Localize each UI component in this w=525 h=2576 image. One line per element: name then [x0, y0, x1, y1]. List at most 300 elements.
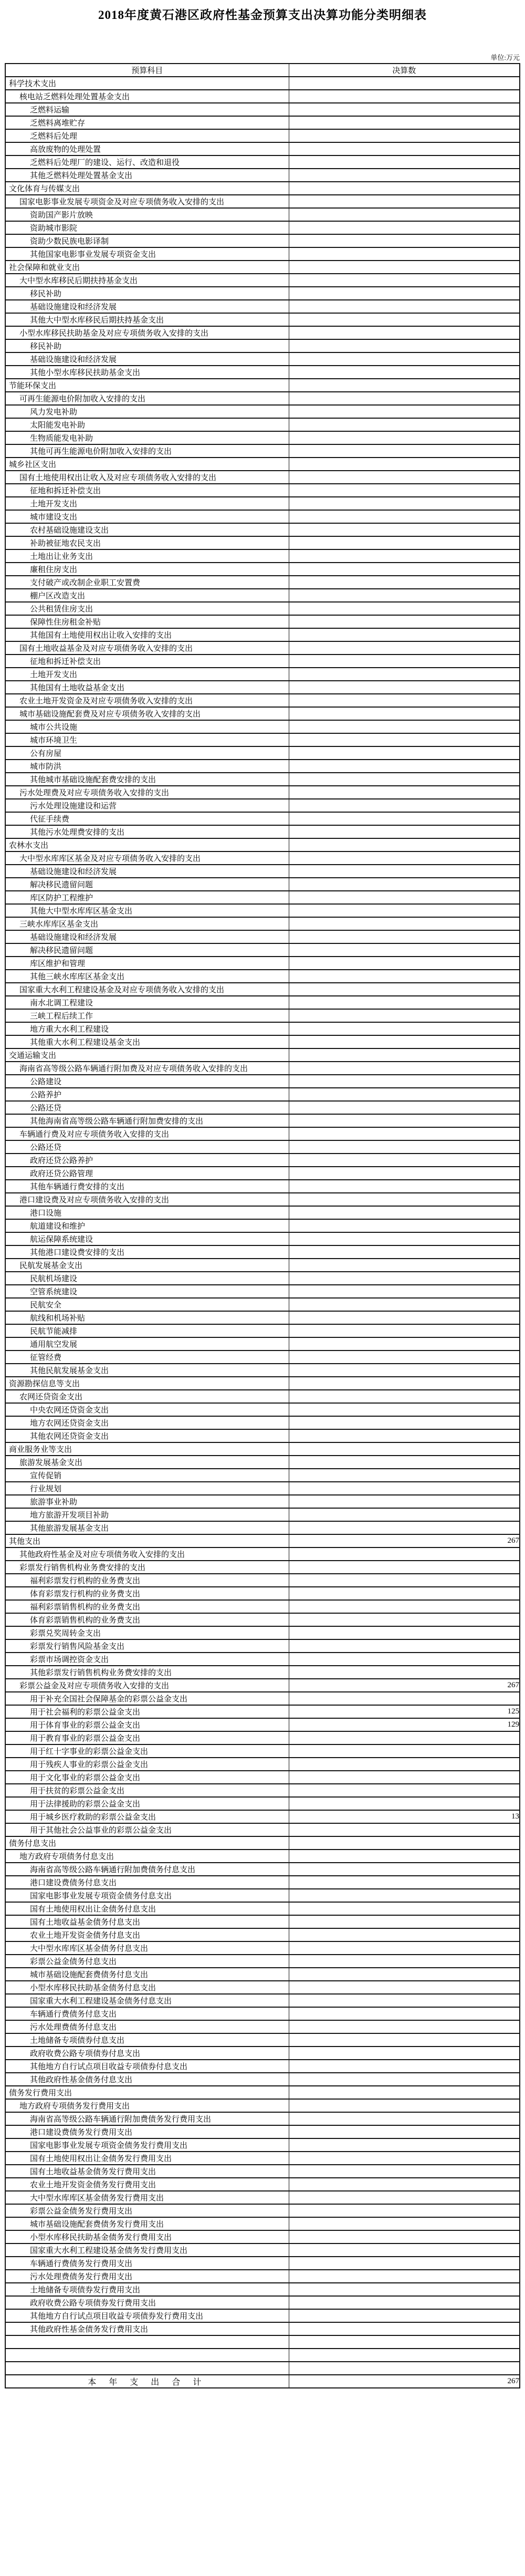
table-row	[5, 773, 520, 786]
subject-text: 污水处理费债务付息支出	[30, 2023, 117, 2032]
subject-text: 其他民航发展基金支出	[30, 1367, 109, 1375]
amount-cell	[289, 1744, 520, 1758]
subject-cell	[5, 1547, 289, 1561]
subject-cell	[5, 366, 289, 379]
amount-cell	[289, 208, 520, 221]
table-row	[5, 1482, 520, 1495]
table-row	[5, 1193, 520, 1206]
amount-cell	[289, 1508, 520, 1521]
table-row	[5, 1758, 520, 1771]
subject-cell	[5, 970, 289, 983]
subject-text: 其他乏燃料处理处置基金支出	[30, 172, 133, 180]
amount-cell	[289, 851, 520, 865]
amount-text: 125	[507, 1707, 519, 1716]
amount-cell	[289, 1101, 520, 1114]
subject-cell	[5, 1022, 289, 1035]
subject-cell	[5, 1744, 289, 1758]
subject-text: 解决移民遗留问题	[30, 881, 93, 889]
subject-cell	[5, 221, 289, 234]
subject-cell	[5, 2322, 289, 2335]
amount-cell	[289, 352, 520, 366]
amount-text: 267	[507, 1536, 519, 1545]
subject-cell	[5, 431, 289, 444]
table-row	[5, 326, 520, 339]
subject-text: 国家电影事业发展专项资金债务付息支出	[30, 1892, 172, 1900]
subject-text: 土地储备专项债券发行费用支出	[30, 2286, 141, 2294]
table-row	[5, 589, 520, 602]
subject-cell	[5, 1206, 289, 1219]
table-row	[5, 563, 520, 576]
subject-cell	[5, 195, 289, 208]
amount-cell	[289, 182, 520, 195]
table-row	[5, 1653, 520, 1666]
table-row	[5, 878, 520, 891]
subject-text: 民航机场建设	[30, 1275, 78, 1283]
table-row	[5, 1456, 520, 1469]
subject-cell	[5, 655, 289, 668]
table-row	[5, 1534, 520, 1547]
subject-text: 债务付息支出	[9, 1840, 57, 1848]
amount-cell	[289, 1416, 520, 1429]
table-row	[5, 1836, 520, 1850]
amount-cell	[289, 1311, 520, 1324]
amount-cell	[289, 1364, 520, 1377]
subject-text: 农业土地开发资金及对应专项债务收入安排的支出	[19, 697, 193, 705]
table-row	[5, 733, 520, 746]
table-row	[5, 418, 520, 431]
amount-cell	[289, 1035, 520, 1048]
subject-text: 廉租住房支出	[30, 566, 78, 574]
subject-cell	[5, 1981, 289, 1994]
table-row	[5, 1863, 520, 1876]
subject-cell	[5, 957, 289, 970]
amount-cell	[289, 1941, 520, 1955]
table-row	[5, 2165, 520, 2178]
amount-cell	[289, 1534, 520, 1547]
amount-cell	[289, 2309, 520, 2322]
table-row	[5, 1364, 520, 1377]
table-row	[5, 694, 520, 707]
subject-cell	[5, 838, 289, 851]
subject-cell	[5, 182, 289, 195]
subject-text: 政府收费公路专项债券发行费用支出	[30, 2299, 156, 2308]
subject-text: 彩票公益金及对应专项债务收入安排的支出	[19, 1682, 170, 1690]
amount-cell	[289, 1324, 520, 1337]
subject-text: 核电站乏燃料处理处置基金支出	[19, 93, 130, 101]
amount-cell	[289, 1731, 520, 1744]
subject-cell	[5, 287, 289, 300]
subject-text: 土地出让业务支出	[30, 553, 93, 561]
subject-cell	[5, 1928, 289, 1941]
amount-cell	[289, 720, 520, 733]
amount-cell	[289, 1140, 520, 1154]
subject-cell	[5, 786, 289, 799]
subject-cell	[5, 2217, 289, 2230]
subject-cell	[5, 930, 289, 943]
subject-cell	[5, 1390, 289, 1403]
amount-cell	[289, 773, 520, 786]
subject-cell	[5, 2191, 289, 2204]
subject-cell	[5, 1324, 289, 1337]
amount-cell	[289, 2322, 520, 2335]
subject-cell	[5, 1364, 289, 1377]
subject-cell	[5, 1902, 289, 1915]
subject-text: 农林水支出	[9, 842, 49, 850]
table-row	[5, 1744, 520, 1758]
subject-text: 大中型水库库区基金债务发行费用支出	[30, 2194, 164, 2203]
subject-cell	[5, 1193, 289, 1206]
amount-cell	[289, 1561, 520, 1574]
table-row	[5, 300, 520, 313]
subject-text: 节能环保支出	[9, 382, 57, 390]
subject-cell	[5, 851, 289, 865]
subject-text: 太阳能发电补助	[30, 421, 86, 430]
subject-cell	[5, 641, 289, 655]
subject-cell	[5, 983, 289, 996]
subject-text: 用于红十字事业的彩票公益金支出	[30, 1748, 149, 1756]
subject-text: 其他国家电影事业发展专项资金支出	[30, 251, 156, 259]
subject-cell	[5, 1915, 289, 1928]
subject-text: 公有房屋	[30, 750, 62, 758]
subject-cell	[5, 497, 289, 510]
subject-cell	[5, 1114, 289, 1127]
table-row	[5, 2086, 520, 2099]
amount-text: 129	[507, 1720, 519, 1729]
table-row	[5, 1403, 520, 1416]
amount-cell	[289, 2033, 520, 2047]
amount-cell	[289, 1442, 520, 1456]
table-row	[5, 379, 520, 392]
amount-cell	[289, 2060, 520, 2073]
subject-cell	[5, 103, 289, 116]
table-row	[5, 208, 520, 221]
subject-cell	[5, 339, 289, 352]
subject-cell	[5, 169, 289, 182]
subject-text: 彩票公益金债务付息支出	[30, 1958, 117, 1966]
subject-text: 车辆通行费及对应专项债务收入安排的支出	[19, 1130, 170, 1139]
table-row	[5, 2335, 520, 2349]
subject-text: 地方农网还贷资金支出	[30, 1419, 109, 1428]
table-row	[5, 1626, 520, 1639]
table-row	[5, 313, 520, 326]
amount-cell	[289, 2335, 520, 2349]
table-row	[5, 1495, 520, 1508]
subject-text: 移民补助	[30, 342, 62, 351]
amount-cell	[289, 2230, 520, 2243]
table-row	[5, 1771, 520, 1784]
amount-cell	[289, 536, 520, 549]
subject-cell	[5, 2283, 289, 2296]
subject-cell	[5, 1311, 289, 1324]
subject-cell	[5, 1009, 289, 1022]
table-row	[5, 1705, 520, 1718]
subject-cell	[5, 1797, 289, 1810]
amount-cell	[289, 2362, 520, 2375]
table-row	[5, 1285, 520, 1298]
table-row	[5, 1955, 520, 1968]
subject-cell	[5, 90, 289, 103]
subject-cell	[5, 458, 289, 471]
subject-text: 其他政府性基金债务付息支出	[30, 2076, 133, 2084]
subject-text: 债务发行费用支出	[9, 2089, 72, 2097]
subject-cell	[5, 602, 289, 615]
amount-cell	[289, 1048, 520, 1062]
subject-cell	[5, 1429, 289, 1442]
table-row	[5, 1009, 520, 1022]
table-row	[5, 1154, 520, 1167]
table-row	[5, 366, 520, 379]
table-row	[5, 865, 520, 878]
subject-cell	[5, 2073, 289, 2086]
amount-cell	[289, 957, 520, 970]
subject-cell	[5, 1337, 289, 1351]
subject-text: 污水处理设施建设和运营	[30, 802, 117, 811]
subject-text: 库区防护工程维护	[30, 894, 93, 902]
table-row	[5, 707, 520, 720]
amount-cell	[289, 878, 520, 891]
subject-cell	[5, 563, 289, 576]
table-row	[5, 957, 520, 970]
amount-cell	[289, 602, 520, 615]
subject-cell	[5, 418, 289, 431]
table-row	[5, 1035, 520, 1048]
amount-cell	[289, 116, 520, 129]
amount-cell	[289, 129, 520, 142]
table-row	[5, 1915, 520, 1928]
amount-cell	[289, 155, 520, 169]
amount-cell	[289, 1521, 520, 1534]
table-row	[5, 655, 520, 668]
subject-text: 其他农网还贷资金支出	[30, 1432, 109, 1441]
subject-text: 城市环境卫生	[30, 736, 78, 745]
subject-cell	[5, 1245, 289, 1259]
subject-cell	[5, 1600, 289, 1613]
table-row	[5, 641, 520, 655]
amount-cell	[289, 405, 520, 418]
subject-cell	[5, 2152, 289, 2165]
table-row	[5, 392, 520, 405]
subject-text: 公路还贷	[30, 1144, 62, 1152]
subject-cell	[5, 313, 289, 326]
table-body	[5, 77, 520, 2375]
amount-cell	[289, 234, 520, 247]
amount-text: 13	[511, 1812, 519, 1821]
amount-cell	[289, 1797, 520, 1810]
subject-text: 彩票市场调控资金支出	[30, 1656, 109, 1664]
table-row	[5, 2112, 520, 2125]
subject-cell	[5, 2112, 289, 2125]
amount-cell	[289, 865, 520, 878]
table-row	[5, 116, 520, 129]
subject-text: 其他大中型水库库区基金支出	[30, 907, 133, 916]
table-row	[5, 2230, 520, 2243]
subject-cell	[5, 707, 289, 720]
table-row	[5, 1902, 520, 1915]
subject-cell	[5, 1101, 289, 1114]
amount-cell	[289, 1154, 520, 1167]
subject-text: 资助少数民族电影译制	[30, 237, 109, 246]
subject-text: 民航节能减排	[30, 1327, 78, 1336]
subject-cell	[5, 2296, 289, 2309]
subject-cell	[5, 1994, 289, 2007]
subject-text: 征地和拆迁补偿支出	[30, 487, 101, 495]
amount-cell	[289, 2204, 520, 2217]
amount-cell	[289, 1390, 520, 1403]
amount-cell	[289, 825, 520, 838]
subject-text: 国有土地收益基金及对应专项债务收入安排的支出	[19, 645, 193, 653]
table-row	[5, 1639, 520, 1653]
subject-text: 国有土地使用权出让金债务付息支出	[30, 1905, 156, 1914]
subject-cell	[5, 392, 289, 405]
amount-cell	[289, 2099, 520, 2112]
amount-cell	[289, 1285, 520, 1298]
table-row	[5, 1219, 520, 1232]
table-row	[5, 1390, 520, 1403]
subject-cell	[5, 904, 289, 917]
table-row	[5, 1048, 520, 1062]
subject-cell	[5, 1718, 289, 1731]
subject-text: 小型水库移民扶助基金债务付息支出	[30, 1984, 156, 1992]
amount-cell	[289, 628, 520, 641]
amount-cell	[289, 746, 520, 760]
subject-cell	[5, 261, 289, 274]
table-row	[5, 1613, 520, 1626]
table-row	[5, 1075, 520, 1088]
subject-cell	[5, 1140, 289, 1154]
table-row	[5, 2060, 520, 2073]
subject-text: 乏燃料运输	[30, 106, 70, 115]
subject-cell	[5, 2047, 289, 2060]
table-row	[5, 681, 520, 694]
amount-cell	[289, 247, 520, 261]
subject-cell	[5, 1653, 289, 1666]
amount-cell	[289, 1482, 520, 1495]
subject-cell	[5, 1521, 289, 1534]
subject-cell	[5, 247, 289, 261]
table-row	[5, 1508, 520, 1521]
subject-text: 港口设施	[30, 1209, 62, 1218]
table-row	[5, 2191, 520, 2204]
column-header-subject: 预算科目	[5, 64, 289, 77]
amount-cell	[289, 733, 520, 746]
table-row	[5, 1088, 520, 1101]
subject-text: 地方政府专项债务发行费用支出	[19, 2102, 130, 2111]
subject-cell	[5, 1298, 289, 1311]
subject-text: 污水处理费债务发行费用支出	[30, 2273, 133, 2281]
subject-text: 政府还贷公路养护	[30, 1157, 93, 1165]
table-row	[5, 1416, 520, 1429]
subject-cell	[5, 2362, 289, 2375]
amount-cell	[289, 904, 520, 917]
subject-text: 资源勘探信息等支出	[9, 1380, 80, 1388]
amount-cell	[289, 917, 520, 930]
amount-cell	[289, 1009, 520, 1022]
table-row	[5, 1180, 520, 1193]
subject-text: 彩票兑奖周转金支出	[30, 1629, 101, 1638]
table-row	[5, 1167, 520, 1180]
amount-cell	[289, 1193, 520, 1206]
subject-cell	[5, 1692, 289, 1705]
subject-cell	[5, 2033, 289, 2047]
subject-text: 用于法律援助的彩票公益金支出	[30, 1800, 141, 1809]
subject-text: 国家重大水利工程建设基金及对应专项债务收入安排的支出	[19, 986, 225, 994]
table-row	[5, 1022, 520, 1035]
subject-text: 港口建设费债务发行费用支出	[30, 2128, 133, 2137]
subject-cell	[5, 155, 289, 169]
amount-cell	[289, 444, 520, 458]
subject-cell	[5, 943, 289, 957]
subject-cell	[5, 865, 289, 878]
subject-text: 其他政府性基金及对应专项债务收入安排的支出	[19, 1551, 185, 1559]
amount-cell	[289, 2296, 520, 2309]
subject-text: 车辆通行费债务发行费用支出	[30, 2260, 133, 2268]
subject-text: 其他重大水利工程建设基金支出	[30, 1038, 141, 1047]
table-row	[5, 2007, 520, 2020]
subject-text: 海南省高等级公路车辆通行附加费及对应专项债务收入安排的支出	[19, 1065, 248, 1073]
amount-cell	[289, 2165, 520, 2178]
subject-cell	[5, 1285, 289, 1298]
amount-cell	[289, 1219, 520, 1232]
amount-cell	[289, 1994, 520, 2007]
subject-text: 其他旅游发展基金支出	[30, 1524, 109, 1533]
subject-text: 乏燃料后处理厂的建设、运行、改造和退役	[30, 159, 180, 167]
amount-cell	[289, 760, 520, 773]
subject-text: 车辆通行费债务付息支出	[30, 2010, 117, 2019]
subject-text: 土地储备专项债券付息支出	[30, 2037, 125, 2045]
amount-cell	[289, 1377, 520, 1390]
table-row	[5, 444, 520, 458]
amount-cell	[289, 431, 520, 444]
amount-cell	[289, 1850, 520, 1863]
subject-cell	[5, 2178, 289, 2191]
amount-cell	[289, 2152, 520, 2165]
subject-text: 基础设施建设和经济发展	[30, 356, 117, 364]
subject-cell	[5, 1534, 289, 1547]
table-row	[5, 129, 520, 142]
table-row	[5, 1928, 520, 1941]
amount-cell	[289, 2217, 520, 2230]
table-row	[5, 2125, 520, 2138]
subject-cell	[5, 589, 289, 602]
subject-cell	[5, 2349, 289, 2362]
subject-cell	[5, 2060, 289, 2073]
subject-cell	[5, 1127, 289, 1140]
table-row	[5, 90, 520, 103]
table-row	[5, 221, 520, 234]
table-row	[5, 943, 520, 957]
subject-text: 城市基础设施配套费债务发行费用支出	[30, 2220, 164, 2229]
amount-cell	[289, 668, 520, 681]
table-row	[5, 155, 520, 169]
table-row	[5, 970, 520, 983]
amount-cell	[289, 615, 520, 628]
amount-cell	[289, 510, 520, 523]
table-row	[5, 1206, 520, 1219]
subject-text: 南水北调工程建设	[30, 999, 93, 1007]
table-row	[5, 1521, 520, 1534]
subject-text: 城市防洪	[30, 763, 62, 771]
table-row	[5, 2047, 520, 2060]
subject-cell	[5, 917, 289, 930]
subject-cell	[5, 1403, 289, 1416]
table-row	[5, 917, 520, 930]
amount-cell	[289, 300, 520, 313]
table-row	[5, 339, 520, 352]
subject-text: 其他车辆通行费安排的支出	[30, 1183, 125, 1191]
amount-cell	[289, 970, 520, 983]
table-row	[5, 352, 520, 366]
table-row	[5, 1232, 520, 1245]
